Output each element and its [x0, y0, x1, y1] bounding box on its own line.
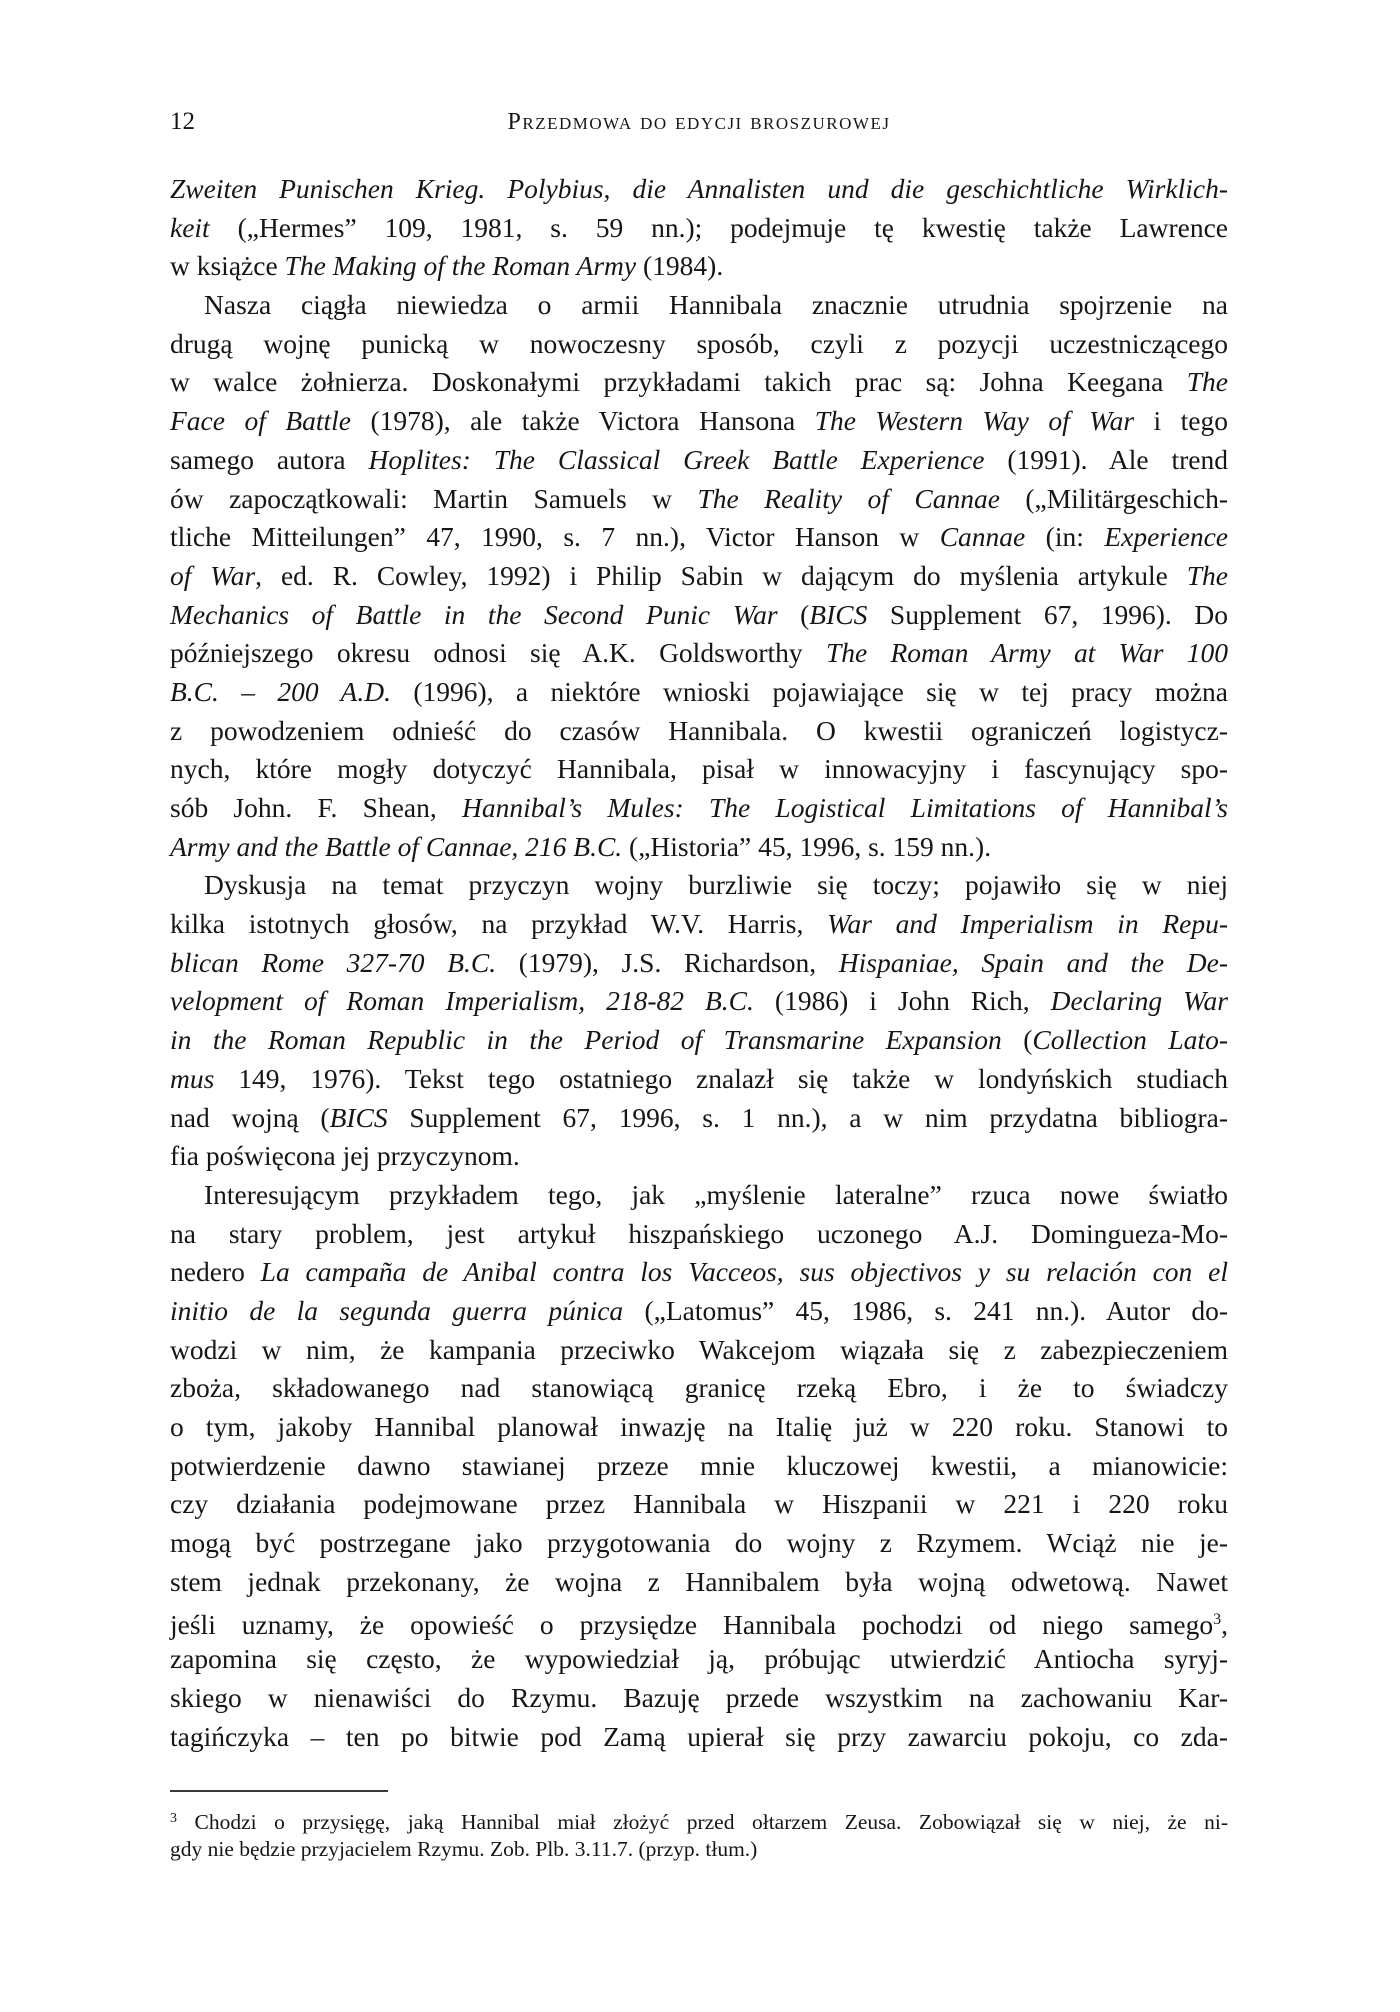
footnote-3: [170, 1804, 1228, 1864]
italic-text: Mechanics of Battle in the Second Punic War: [170, 598, 778, 630]
text-segment: fia poświęcona jej przyczynom.: [170, 1140, 520, 1172]
text-segment: Supplement 67, 1996). Do: [867, 598, 1228, 630]
text-segment: („Militärgeschich-: [999, 482, 1228, 514]
text-line: [170, 944, 1228, 983]
italic-text: Experience: [1104, 521, 1228, 553]
footnote-rule: [170, 1790, 388, 1792]
text-line: [170, 325, 1228, 364]
text-segment: Dyskusja na temat przyczyn wojny burzliwie się toczy; pojawiło się w niej: [204, 869, 1228, 901]
text-line: [170, 673, 1228, 712]
italic-text: mus: [170, 1062, 215, 1094]
text-segment: sób John. F. Shean,: [170, 792, 462, 823]
text-segment: w książce: [170, 250, 285, 282]
text-line: [170, 982, 1228, 1021]
italic-text: of War: [170, 559, 256, 591]
footnotes: [170, 1790, 1228, 1864]
italic-text: Collection Lato-: [1032, 1024, 1228, 1056]
text-segment: Nasza ciągła niewiedza o armii Hannibala znacznie utrudnia spojrzenie na: [204, 289, 1228, 321]
text-segment: na stary problem, jest artykuł hiszpańskiego uczonego A.J. Domingueza-Mo-: [170, 1217, 1228, 1249]
text-segment: (1991). Ale trend: [984, 443, 1228, 475]
text-segment: Interesującym przykładem tego, jak „myślenie lateralne” rzuca nowe światło: [204, 1178, 1228, 1210]
footnote-spacer: [177, 1810, 195, 1834]
text-line: [170, 557, 1228, 596]
italic-text: The Roman Army at War 100: [825, 637, 1229, 669]
text-line: [170, 247, 1228, 286]
text-segment: kilka istotnych głosów, na przykład W.V. Harris,: [170, 908, 828, 940]
text-segment: (1984).: [636, 250, 724, 282]
italic-text: Army and the Battle of Cannae, 216 B.C.: [170, 830, 623, 862]
text-line: [170, 712, 1228, 751]
text-segment: zboża, składowanego nad stanowiącą granicę rzeką Ebro, i że to świadczy: [170, 1372, 1228, 1404]
text-line: [170, 1447, 1228, 1486]
text-line: [170, 402, 1228, 441]
page-number: 12: [170, 108, 195, 135]
footnote-line: [170, 1834, 1228, 1864]
italic-text: Hannibal’s Mules: The Logistical Limitations of Hannibal’s: [461, 792, 1228, 823]
text-segment: stem jednak przekonany, że wojna z Hannibalem była wojną odwetową. Nawet: [170, 1565, 1228, 1597]
text-line: [170, 905, 1228, 944]
text-line: [170, 441, 1228, 480]
footnote-text: gdy nie będzie przyjacielem Rzymu. Zob. Plb. 3.11.7. (przyp. tłum.): [170, 1837, 758, 1861]
text-segment: (: [777, 598, 810, 630]
text-line: [170, 1485, 1228, 1524]
footnote-marker: 3: [170, 1811, 177, 1826]
italic-text: velopment of Roman Imperialism, 218-82 B.C.: [170, 985, 754, 1017]
text-segment: 149, 1976). Tekst tego ostatniego znalazł się także w londyńskich studiach: [214, 1062, 1228, 1094]
text-segment: jeśli uznamy, że opowieść o przysiędze Hannibala pochodzi od niego samego: [170, 1609, 1214, 1641]
italic-text: Hispaniae, Spain and the De-: [838, 946, 1228, 978]
text-segment: Supplement 67, 1996, s. 1 nn.), a w nim przydatna bibliogra-: [387, 1101, 1228, 1133]
text-line: [170, 480, 1228, 519]
italic-text: initio de la segunda guerra púnica: [170, 1294, 624, 1326]
text-segment: ów zapoczątkowali: Martin Samuels w: [170, 482, 698, 514]
text-segment: potwierdzenie dawno stawianej przeze mnie kluczowej kwestii, a mianowicie:: [170, 1449, 1228, 1481]
text-segment: (1978), ale także Victora Hansona: [351, 405, 815, 437]
text-segment: czy działania podejmowane przez Hannibala w Hiszpanii w 221 i 220 roku: [170, 1488, 1228, 1520]
italic-text: Hoplites: The Classical Greek Battle Experience: [368, 443, 985, 475]
italic-text: Zweiten Punischen Krieg. Polybius, die Annalisten und die geschichtliche Wirklich-: [170, 173, 1228, 204]
text-segment: samego autora: [170, 443, 369, 475]
text-segment: ,: [1221, 1609, 1228, 1641]
text-segment: w walce żołnierza. Doskonałymi przykładami takich prac są: Johna Keegana: [170, 366, 1187, 398]
italic-text: BICS: [809, 598, 868, 630]
text-line: [170, 209, 1228, 248]
text-line: [170, 1408, 1228, 1447]
text-segment: (1986) i John Rich,: [753, 985, 1051, 1017]
footnote-reference[interactable]: 3: [1213, 1611, 1222, 1629]
text-line: [170, 1253, 1228, 1292]
text-line: [170, 1292, 1228, 1331]
italic-text: Face of Battle: [170, 405, 351, 437]
text-segment: z powodzeniem odnieść do czasów Hannibala. O kwestii ograniczeń logistycz-: [170, 714, 1228, 746]
text-line: [170, 363, 1228, 402]
text-line: [170, 1215, 1228, 1254]
italic-text: La campaña de Anibal contra los Vacceos, sus objectivos y su relación con el: [260, 1256, 1228, 1288]
italic-text: The: [1186, 559, 1228, 591]
text-line: [170, 789, 1228, 828]
text-segment: zapomina się często, że wypowiedział ją, próbując utwierdzić Antiocha syryj-: [170, 1643, 1228, 1675]
text-segment: późniejszego okresu odnosi się A.K. Goldsworthy: [170, 637, 826, 669]
text-line: [170, 596, 1228, 635]
text-segment: (in:: [1025, 521, 1105, 553]
text-segment: („Historia” 45, 1996, s. 159 nn.).: [622, 830, 992, 862]
italic-text: Declaring War: [1050, 985, 1228, 1017]
text-line: [170, 1021, 1228, 1060]
italic-text: BICS: [329, 1101, 388, 1133]
text-segment: tagińczyka – ten po bitwie pod Zamą upierał się przy zawarciu pokoju, co zda-: [170, 1720, 1228, 1752]
footnote-text: Chodzi o przysięgę, jaką Hannibal miał złożyć przed ołtarzem Zeusa. Zobowiązał się w niej, że ni-: [194, 1810, 1229, 1834]
text-line: [170, 1679, 1228, 1718]
italic-text: B.C. – 200 A.D.: [170, 675, 391, 707]
text-segment: skiego w nienawiści do Rzymu. Bazuję przede wszystkim na zachowaniu Kar-: [170, 1681, 1228, 1713]
text-line: [170, 1369, 1228, 1408]
text-segment: (1979), J.S. Richardson,: [496, 946, 839, 978]
footnote-line: [170, 1804, 1228, 1834]
text-segment: mogą być postrzegane jako przygotowania do wojny z Rzymem. Wciąż nie je-: [170, 1527, 1228, 1559]
text-segment: tliche Mitteilungen” 47, 1990, s. 7 nn.), Victor Hanson w: [170, 521, 940, 553]
italic-text: blican Rome 327-70 B.C.: [170, 946, 497, 978]
text-line: [170, 828, 1228, 867]
text-line: [170, 1137, 1228, 1176]
italic-text: The Reality of Cannae: [697, 482, 1000, 514]
text-segment: , ed. R. Cowley, 1992) i Philip Sabin w dającym do myślenia artykule: [255, 559, 1187, 591]
text-segment: o tym, jakoby Hannibal planował inwazję na Italię już w 220 roku. Stanowi to: [170, 1411, 1228, 1442]
text-line: [170, 1601, 1228, 1640]
body-text: [170, 170, 1228, 1756]
text-segment: („Latomus” 45, 1986, s. 241 nn.). Autor do-: [623, 1294, 1228, 1326]
text-line: [170, 518, 1228, 557]
text-line: [170, 1176, 1228, 1215]
text-segment: nad wojną (: [170, 1101, 330, 1133]
italic-text: Cannae: [939, 521, 1026, 553]
text-line: [170, 1640, 1228, 1679]
text-line: [170, 1099, 1228, 1138]
text-line: [170, 750, 1228, 789]
italic-text: The Making of the Roman Army: [284, 250, 637, 282]
text-segment: (: [1001, 1024, 1033, 1056]
running-head: [170, 104, 1228, 140]
text-line: [170, 286, 1228, 325]
text-segment: nych, które mogły dotyczyć Hannibala, pisał w innowacyjny i fascynujący spo-: [170, 753, 1228, 785]
text-line: [170, 1563, 1228, 1602]
text-line: [170, 1060, 1228, 1099]
text-segment: (1996), a niektóre wnioski pojawiające się w tej pracy można: [390, 675, 1228, 707]
text-segment: drugą wojnę punicką w nowoczesny sposób, czyli z pozycji uczestniczącego: [170, 327, 1228, 359]
text-segment: („Hermes” 109, 1981, s. 59 nn.); podejmuje tę kwestię także Lawrence: [209, 211, 1228, 243]
text-segment: wodzi w nim, że kampania przeciwko Wakcejom wiązała się z zabezpieczeniem: [170, 1333, 1228, 1365]
text-line: [170, 634, 1228, 673]
text-line: [170, 1524, 1228, 1563]
italic-text: keit: [170, 211, 210, 243]
text-line: [170, 170, 1228, 209]
text-segment: i tego: [1134, 405, 1228, 437]
text-line: [170, 866, 1228, 905]
italic-text: The: [1186, 366, 1228, 398]
text-line: [170, 1718, 1228, 1757]
running-title: Przedmowa do edycji broszurowej: [507, 109, 891, 135]
italic-text: in the Roman Republic in the Period of Transmarine Expansion: [170, 1024, 1002, 1056]
italic-text: The Western Way of War: [814, 405, 1135, 437]
text-line: [170, 1331, 1228, 1370]
italic-text: War and Imperialism in Repu-: [827, 908, 1229, 940]
text-segment: nedero: [170, 1256, 261, 1288]
